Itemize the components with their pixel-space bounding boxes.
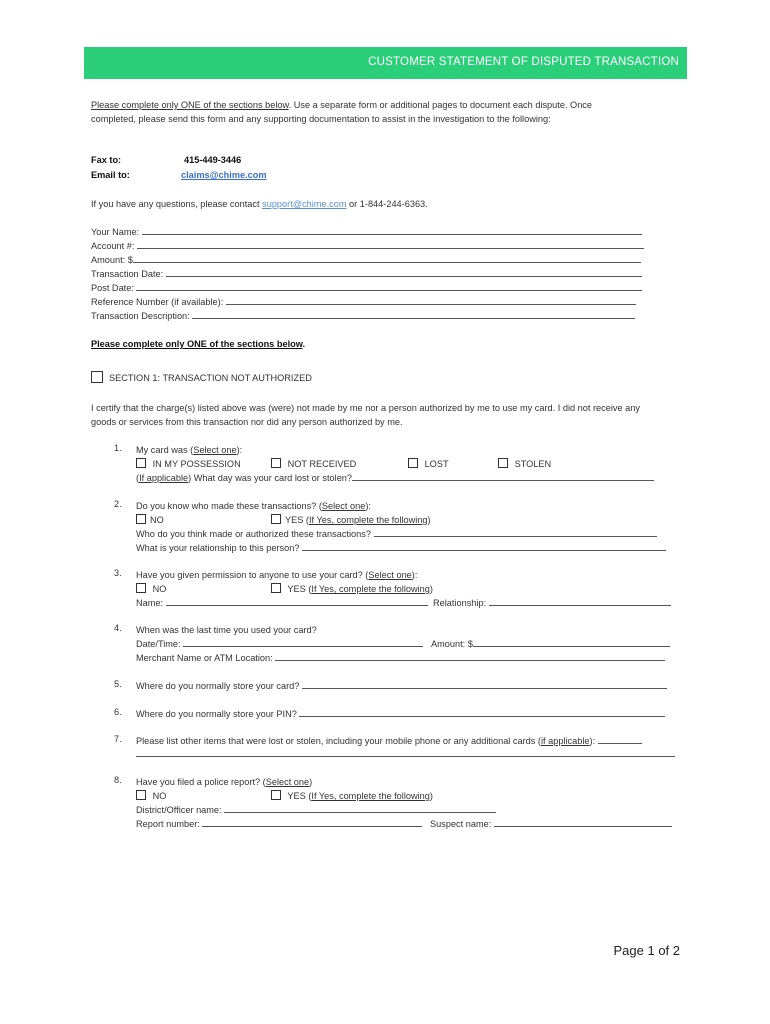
field-line[interactable] [166,596,428,606]
field-line[interactable] [183,637,423,647]
q8-district-field[interactable] [136,803,496,817]
certify-line-1: I certify that the charge(s) listed above was (were) not made by me nor a person authorized by me to use my card. I did not receive any [91,403,640,413]
q5-number: 5. [114,679,122,689]
support-email-link[interactable]: support@chime.com [262,199,347,209]
field-line[interactable] [136,281,642,291]
field-line[interactable] [192,309,635,319]
field-label: Transaction Description: [91,311,190,321]
checkbox[interactable] [136,790,146,800]
section-1-title-text: SECTION 1: TRANSACTION NOT AUTHORIZED [109,373,312,383]
checkbox[interactable] [136,514,146,524]
q8-number: 8. [114,775,122,785]
q1-select: Select one [193,445,237,455]
q3-text: Have you given permission to anyone to use your card? ( [136,570,369,580]
q3-close: ): [411,570,418,580]
option-label: NOT RECEIVED [287,459,357,469]
q4-datetime-label: Date/Time: [136,639,181,649]
q4-amount-label: Amount: $ [431,639,473,649]
q8-district-label: District/Officer name: [136,805,222,815]
q3-relationship-label: Relationship: [433,598,487,608]
questions-line [91,197,428,211]
checkbox[interactable] [271,790,281,800]
complete-one-period: . [302,339,306,349]
email-link[interactable]: claims@chime.com [181,170,267,180]
field-line[interactable] [224,803,496,813]
checkbox[interactable] [498,458,508,468]
q4-amount-field[interactable] [431,637,670,651]
field-line[interactable] [473,637,670,647]
q1-option-stolen[interactable] [498,457,551,471]
q8-option-no[interactable] [136,789,166,803]
q1-close: ): [236,445,243,455]
checkbox[interactable] [408,458,418,468]
q3-question [136,568,417,582]
checkbox[interactable] [136,458,146,468]
q7-number: 7. [114,734,122,744]
option-label: YES ( [287,791,312,801]
field-line[interactable] [133,253,641,263]
field-line[interactable] [598,734,642,744]
q8-report-field[interactable] [136,817,422,831]
q2-select: Select one [321,501,366,511]
option-label: NO [152,584,167,594]
q1-if-applicable: If applicable [139,473,189,483]
q2-sub2-text: What is your relationship to this person? [136,543,300,553]
q8-suspect-field[interactable] [430,817,672,831]
checkbox[interactable] [271,583,281,593]
q3-select: Select one [368,570,412,580]
checkbox[interactable] [136,583,146,593]
page-number: Page 1 of 2 [613,943,680,958]
q1-sub-text: ) What day was your card lost or stolen? [188,473,353,483]
q4-merchant-label: Merchant Name or ATM Location: [136,653,273,663]
field-transaction-description[interactable] [91,309,635,323]
section-1-checkbox[interactable] [91,371,103,383]
field-line[interactable] [226,295,636,305]
q5-text: Where do you normally store your card? [136,681,300,691]
q2-option-yes[interactable] [271,513,431,527]
field-label: Post Date: [91,283,134,293]
field-label: Reference Number (if available): [91,297,224,307]
q3-yes-close: ) [429,584,433,594]
q1-option-lost[interactable] [408,457,449,471]
q3-name-label: Name: [136,598,164,608]
complete-one-text: Please complete only ONE of the sections below [91,339,303,349]
option-label: IN MY POSSESSION [152,459,241,469]
q8-text: Have you filed a police report? ( [136,777,266,787]
q3-yes-link: If Yes, complete the following [311,584,430,594]
intro-line-2: completed, please send this form and any supporting documentation to assist in the investigation to the following: [91,114,551,124]
q6-text: Where do you normally store your PIN? [136,709,297,719]
field-your-name[interactable] [91,225,642,239]
q1-sub[interactable]: (If applicable) What day was your card lost or stolen? [136,471,654,485]
intro-text-1: . Use a separate form or additional pages to document each dispute. Once [288,100,593,110]
q6-question[interactable] [136,707,665,721]
q1-question [136,443,242,457]
q3-option-no[interactable] [136,582,166,596]
q1-option-not-received[interactable] [271,457,356,471]
q8-close: ) [309,777,313,787]
email-label: Email to: [91,170,130,180]
field-line[interactable] [302,541,666,551]
q8-option-yes[interactable] [271,789,433,803]
header-banner [84,47,687,79]
field-line[interactable] [166,267,642,277]
intro-line-1 [91,98,592,112]
option-label: YES ( [285,515,309,525]
option-label: STOLEN [514,459,552,469]
certify-line-2: goods or services from this transaction nor did any person authorized by me. [91,417,403,427]
field-label: Amount: $ [91,255,133,265]
q8-yes-link: If Yes, complete the following [311,791,430,801]
q7-close: ): [589,736,596,746]
option-label: YES ( [287,584,312,594]
q3-name-field[interactable] [136,596,428,610]
q3-option-yes[interactable] [271,582,433,596]
q3-relationship-field[interactable] [433,596,671,610]
field-label: Transaction Date: [91,269,164,279]
q2-yes-close: ) [427,515,431,525]
fax-label: Fax to: [91,155,122,165]
q2-sub-1[interactable] [136,527,657,541]
q6-number: 6. [114,707,122,717]
q4-datetime-field[interactable] [136,637,423,651]
q4-question: When was the last time you used your card? [136,625,317,635]
q2-yes-link: If Yes, complete the following [309,515,428,525]
q8-yes-close: ) [429,791,433,801]
q8-suspect-label: Suspect name: [430,819,492,829]
field-line[interactable] [137,239,644,249]
field-line[interactable] [142,225,642,235]
option-label: NO [152,791,167,801]
page-title: CUSTOMER STATEMENT OF DISPUTED TRANSACTION [368,56,679,68]
field-line[interactable] [299,707,665,717]
field-label: Your Name: [91,227,140,237]
q7-text: Please list other items that were lost or stolen, including your mobile phone or any additional cards ( [136,736,541,746]
q1-option-possession[interactable] [136,457,241,471]
field-label: Account #: [91,241,135,251]
field-amount[interactable] [91,253,641,267]
q8-question [136,775,312,789]
q1-text: My card was ( [136,445,194,455]
checkbox[interactable] [271,514,281,524]
q5-question[interactable] [136,679,667,693]
q7-second-line[interactable] [136,756,675,757]
q4-merchant-field[interactable] [136,651,665,665]
questions-suffix: or 1-844-244-6363. [346,199,428,209]
field-line[interactable] [275,651,665,661]
q1-number: 1. [114,443,122,453]
q8-report-label: Report number: [136,819,200,829]
q3-number: 3. [114,568,122,578]
q2-option-no[interactable] [136,513,164,527]
q2-sub1-text: Who do you think made or authorized these transactions? [136,529,371,539]
field-line[interactable] [374,527,657,537]
q2-question [136,499,371,513]
intro-link: Please complete only ONE of the sections below [91,100,289,110]
field-line[interactable] [494,817,672,827]
option-label: LOST [424,459,449,469]
q2-number: 2. [114,499,122,509]
questions-prefix: If you have any questions, please contact [91,199,263,209]
field-reference-number[interactable] [91,295,636,309]
complete-one-heading [91,337,305,351]
fax-value: 415-449-3446 [184,155,242,165]
q8-select: Select one [265,777,310,787]
field-account[interactable] [91,239,644,253]
option-label: NO [150,515,164,525]
field-line[interactable] [352,471,654,481]
q4-number: 4. [114,623,122,633]
section-1-title[interactable] [91,371,312,385]
field-line[interactable] [489,596,671,606]
field-line[interactable] [202,817,422,827]
field-post-date[interactable] [91,281,642,295]
q2-text: Do you know who made these transactions? ( [136,501,322,511]
q7-question[interactable] [136,734,642,748]
q2-sub-2[interactable] [136,541,666,555]
field-transaction-date[interactable] [91,267,642,281]
q7-if-applicable: if applicable [540,736,590,746]
checkbox[interactable] [271,458,281,468]
q2-close: ): [365,501,371,511]
field-line[interactable] [302,679,667,689]
